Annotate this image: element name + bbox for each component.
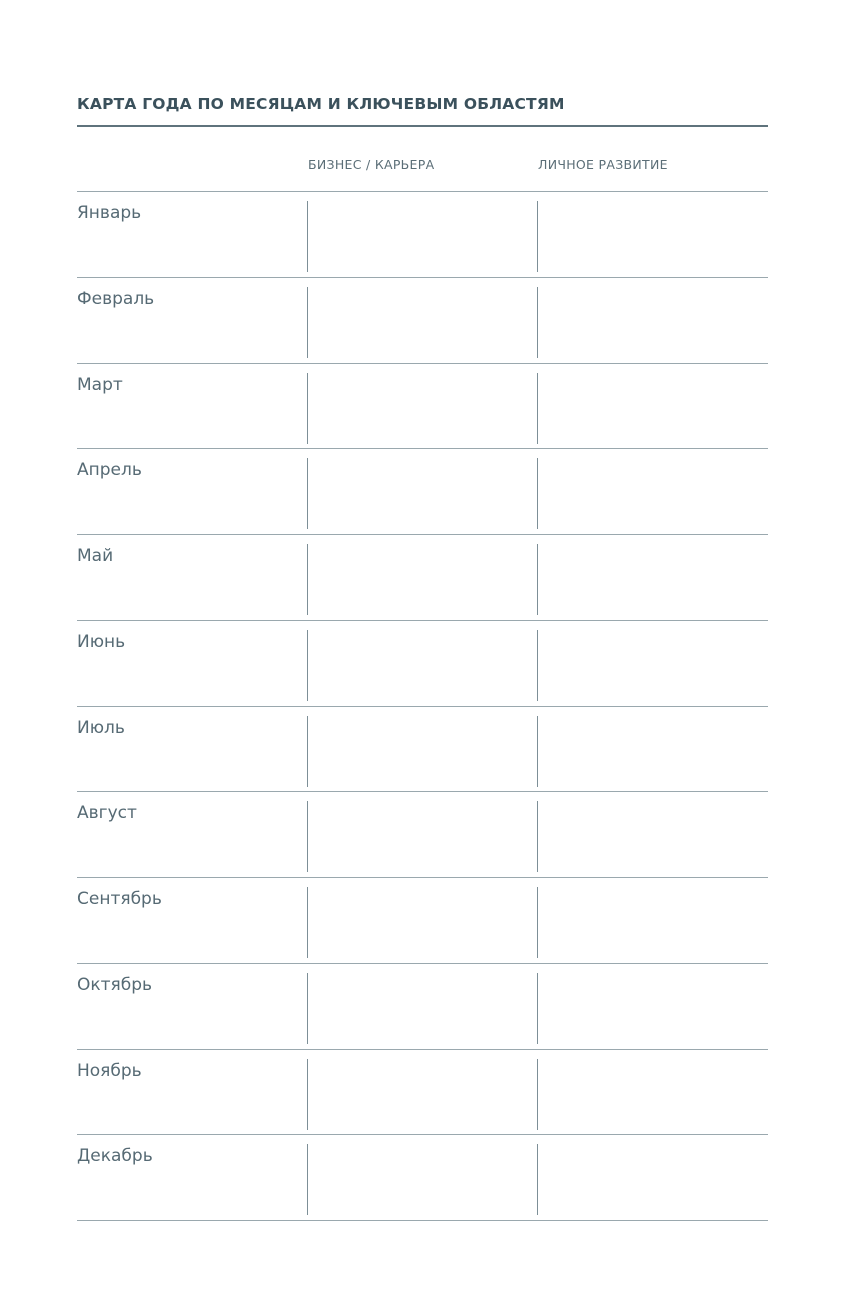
business-cell[interactable] — [307, 801, 538, 872]
page-title: КАРТА ГОДА ПО МЕСЯЦАМ И КЛЮЧЕВЫМ ОБЛАСТЯМ — [77, 95, 565, 113]
month-label: Декабрь — [77, 1146, 153, 1167]
personal-cell[interactable] — [537, 1144, 768, 1215]
month-label: Август — [77, 803, 137, 824]
month-label: Январь — [77, 203, 142, 223]
month-row — [77, 449, 768, 535]
month-label: Сентябрь — [77, 889, 162, 909]
month-row — [77, 1135, 768, 1221]
business-cell[interactable] — [307, 1144, 538, 1215]
column-header-business: БИЗНЕС / КАРЬЕРА — [308, 157, 435, 172]
personal-cell[interactable] — [537, 973, 768, 1044]
business-cell[interactable] — [307, 373, 538, 444]
month-row — [77, 964, 768, 1050]
month-row — [77, 364, 768, 450]
month-row — [77, 278, 768, 364]
business-cell[interactable] — [307, 716, 538, 787]
personal-cell[interactable] — [537, 801, 768, 872]
month-row — [77, 1050, 768, 1136]
personal-cell[interactable] — [537, 630, 768, 701]
business-cell[interactable] — [307, 1059, 538, 1130]
month-label: Май — [77, 546, 114, 566]
month-label: Ноябрь — [77, 1060, 142, 1081]
month-label: Октябрь — [77, 974, 153, 995]
month-row — [77, 192, 768, 278]
title-divider — [77, 125, 768, 127]
month-row — [77, 621, 768, 707]
month-table — [77, 192, 768, 1221]
month-row — [77, 878, 768, 964]
personal-cell[interactable] — [537, 201, 768, 272]
personal-cell[interactable] — [537, 716, 768, 787]
business-cell[interactable] — [307, 630, 538, 701]
month-row — [77, 707, 768, 793]
business-cell[interactable] — [307, 887, 538, 958]
personal-cell[interactable] — [537, 458, 768, 529]
month-label: Февраль — [77, 288, 155, 309]
personal-cell[interactable] — [537, 287, 768, 358]
month-row — [77, 792, 768, 878]
business-cell[interactable] — [307, 544, 538, 615]
month-label: Март — [77, 374, 123, 395]
personal-cell[interactable] — [537, 544, 768, 615]
month-row — [77, 535, 768, 621]
column-header-personal: ЛИЧНОЕ РАЗВИТИЕ — [538, 157, 668, 172]
month-label: Апрель — [77, 460, 142, 481]
personal-cell[interactable] — [537, 1059, 768, 1130]
month-label: Июль — [77, 717, 125, 738]
business-cell[interactable] — [307, 201, 538, 272]
business-cell[interactable] — [307, 458, 538, 529]
month-label: Июнь — [77, 631, 126, 652]
business-cell[interactable] — [307, 287, 538, 358]
business-cell[interactable] — [307, 973, 538, 1044]
personal-cell[interactable] — [537, 373, 768, 444]
personal-cell[interactable] — [537, 887, 768, 958]
